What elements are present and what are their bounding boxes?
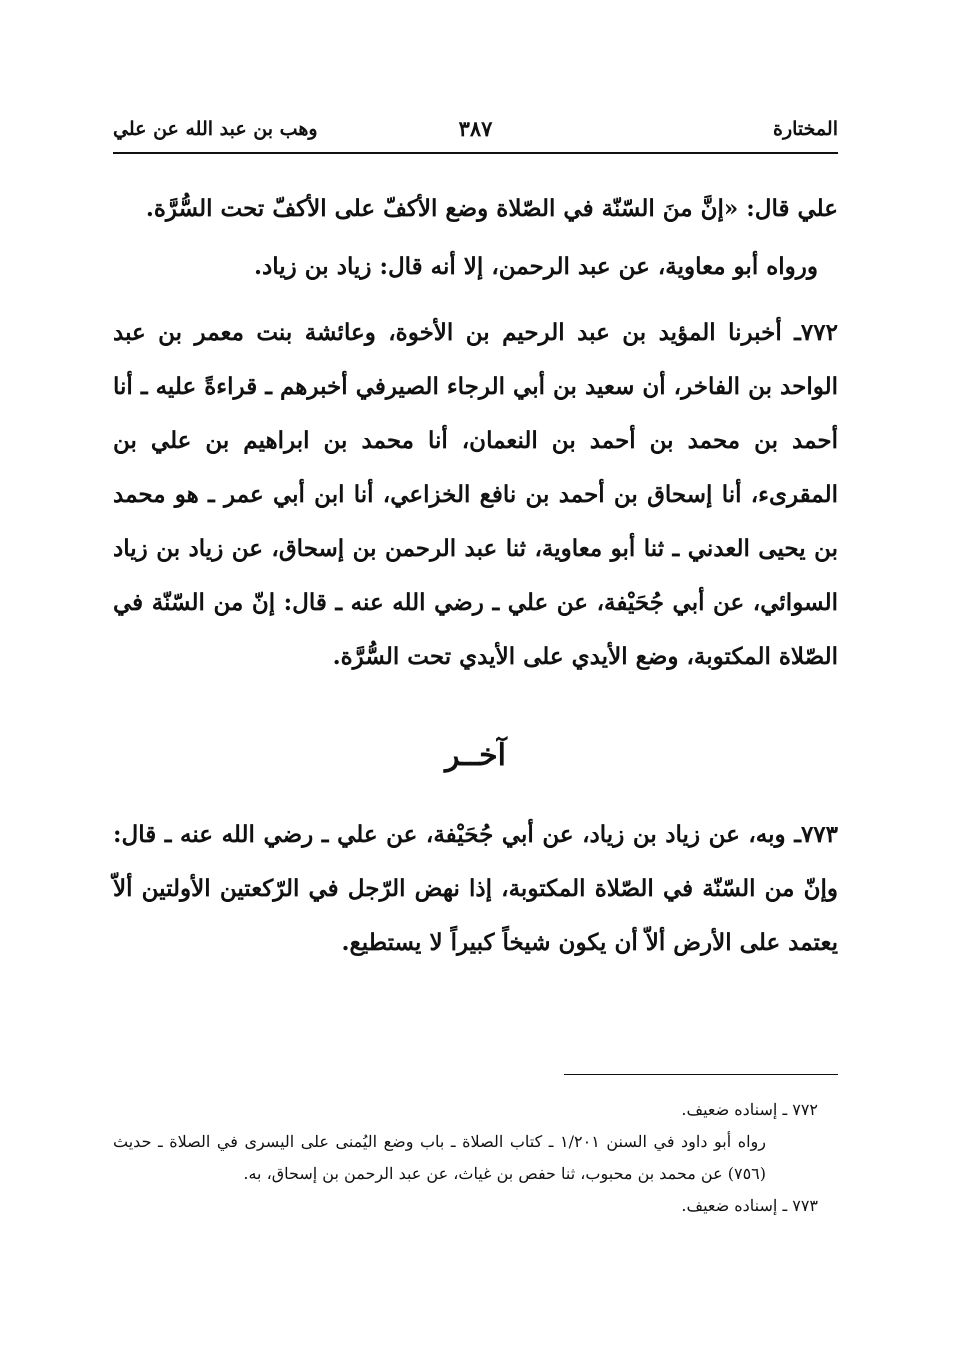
footnote-772-source: رواه أبو داود في السنن ١/٢٠١ ـ كتاب الصلاة ـ باب وضع اليُمنى على اليسرى في الصلاة ـ حديث (٧٥٦) عن محمد بن محبوب، ثنا حفص بن غياث، عن عبد الرحمن بن إسحاق، به. bbox=[113, 1132, 767, 1183]
section-heading: آخــر bbox=[444, 738, 506, 773]
footnote-divider bbox=[564, 1074, 838, 1075]
paragraph-alternate-narration: ورواه أبو معاوية، عن عبد الرحمن، إلا أنه قال: زياد بن زياد. bbox=[254, 253, 818, 280]
hadith-772 bbox=[113, 306, 838, 684]
paragraph-continuation: علي قال: «إنَّ منَ السّنّة في الصّلاة وضع الأكفّ على الأكفّ تحت السُّرَّة. bbox=[145, 195, 838, 222]
footnote-772-grading: ٧٧٢ ـ إسناده ضعيف. bbox=[681, 1100, 818, 1119]
running-head bbox=[113, 112, 838, 154]
footnotes bbox=[113, 1094, 838, 1222]
main-text bbox=[113, 182, 838, 970]
running-head-chapter: وهب بن عبد الله عن علي bbox=[113, 118, 318, 140]
hadith-text-773: وبه، عن زياد بن زياد، عن أبي جُحَيْفة، عن علي ـ رضي الله عنه ـ قال: وإنّ من السّنّة في الصّلاة المكتوبة، إذا نهض الرّجل في الرّكعتين الأولتين ألاّ يعتمد على الأرض ألاّ أن يكون شيخاً كبيراً لا يستطيع. bbox=[113, 821, 838, 956]
footnote-773-grading: ٧٧٣ ـ إسناده ضعيف. bbox=[681, 1196, 818, 1215]
hadith-773 bbox=[113, 808, 838, 970]
hadith-number-772: ٧٧٢ـ bbox=[794, 319, 838, 346]
hadith-text-772: أخبرنا المؤيد بن عبد الرحيم بن الأخوة، وعائشة بنت معمر بن عبد الواحد بن الفاخر، أن سعيد بن أبي الرجاء الصيرفي أخبرهم ـ قراءةً عليه ـ أنا أحمد بن محمد بن أحمد بن النعمان، أنا محمد بن ابراهيم بن علي بن المقرىء، أنا إسحاق بن أحمد بن نافع الخزاعي، أنا ابن أبي عمر ـ هو محمد بن يحيى العدني ـ ثنا أبو معاوية، ثنا عبد الرحمن بن إسحاق، عن زياد بن زياد السوائي، عن أبي جُحَيْفة، عن علي ـ رضي الله عنه ـ قال: إنّ من السّنّة في الصّلاة المكتوبة، وضع الأيدي على الأيدي تحت السُّرَّة. bbox=[113, 319, 838, 670]
page-number: ٣٨٧ bbox=[458, 116, 493, 141]
running-head-book-title: المختارة bbox=[773, 118, 838, 140]
hadith-number-773: ٧٧٣ـ bbox=[794, 821, 838, 848]
